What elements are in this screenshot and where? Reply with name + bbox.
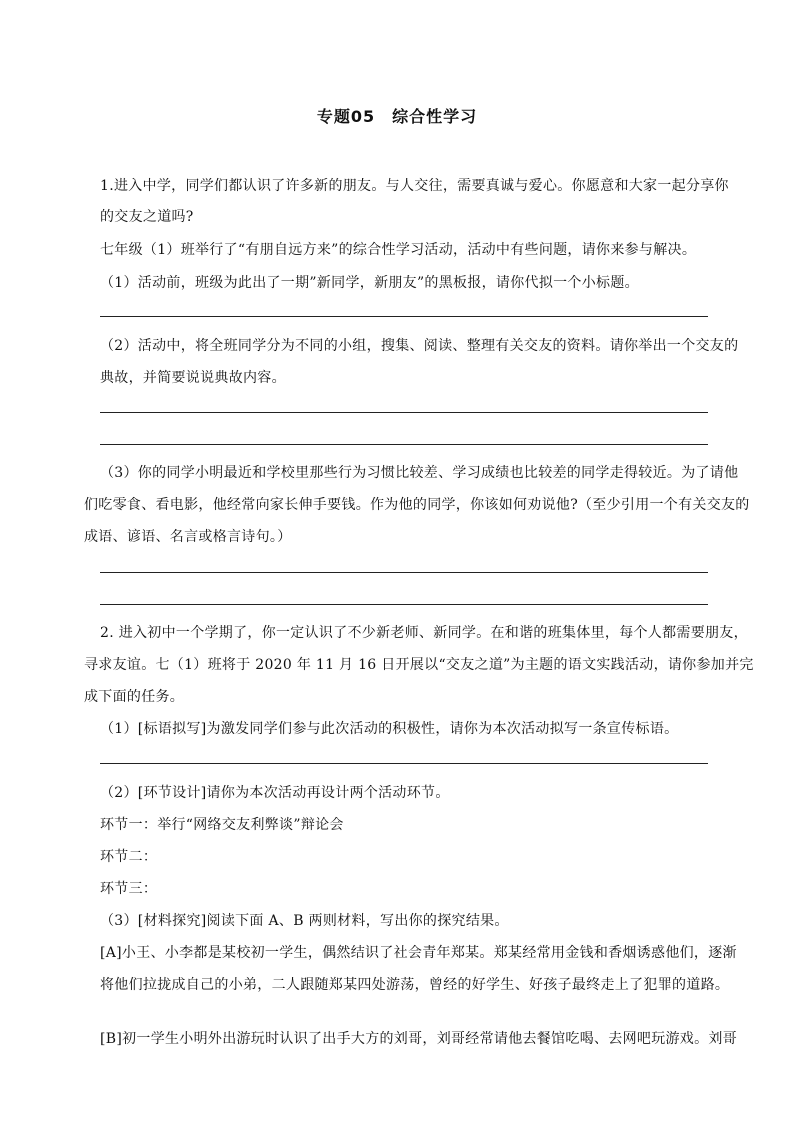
q2-intro-line-1: 2. 进入初中一个学期了，你一定认识了不少新老师、新同学。在和谐的班集体里，每个人都需要朋友，	[100, 625, 748, 641]
q1-answer-line-3b[interactable]	[100, 604, 708, 605]
q1-answer-line-2b[interactable]	[100, 444, 708, 445]
q2-prompt-1: （1）[标语拟写]为激发同学们参与此次活动的积极性，请你为本次活动拟写一条宣传标语。	[100, 721, 679, 737]
q1-prompt-3-line-2: 们吃零食、看电影，他经常向家长伸手要钱。作为他的同学，你该如何劝说他?（至少引用一个有关交友的	[84, 497, 750, 513]
q2-answer-line-1[interactable]	[100, 763, 708, 764]
q2-material-a-line-1: [A]小王、小李都是某校初一学生，偶然结识了社会青年郑某。郑某经常用金钱和香烟诱惑他们，逐渐	[100, 945, 737, 961]
q1-prompt-3-line-3: 成语、谚语、名言或格言诗句。）	[84, 529, 292, 545]
q1-prompt-1: （1）活动前，班级为此出了一期”新同学，新朋友”的黑板报，请你代拟一个小标题。	[100, 275, 639, 291]
page-title: 专题05 综合性学习	[316, 107, 478, 126]
q1-intro-line-2: 的交友之道吗?	[100, 209, 194, 225]
q1-prompt-2-line-1: （2）活动中，将全班同学分为不同的小组，搜集、阅读、整理有关交友的资料。请你举出一个交友的	[100, 338, 739, 354]
q1-answer-line-2a[interactable]	[100, 412, 708, 413]
q1-answer-line-1[interactable]	[100, 316, 708, 317]
q2-step-3: 环节三：	[100, 881, 158, 897]
q2-intro-line-2: 寻求友谊。七（1）班将于 2020 年 11 月 16 日开展以“交友之道”为主题的语文实践活动，请你参加并完	[84, 657, 754, 673]
q1-prompt-3-line-1: （3）你的同学小明最近和学校里那些行为习惯比较差、学习成绩也比较差的同学走得较近。为了请他	[100, 465, 739, 481]
q2-material-b-line-1: [B]初一学生小明外出游玩时认识了出手大方的刘哥，刘哥经常请他去餐馆吃喝、去网吧玩游戏。刘哥	[100, 1031, 738, 1047]
q2-prompt-2: （2）[环节设计]请你为本次活动再设计两个活动环节。	[100, 785, 450, 801]
q1-answer-line-3a[interactable]	[100, 572, 708, 573]
q1-context: 七年级（1）班举行了“有朋自远方来”的综合性学习活动，活动中有些问题，请你来参与解决。	[100, 242, 697, 258]
q2-intro-line-3: 成下面的任务。	[84, 689, 185, 705]
q2-material-a-line-2: 将他们拉拢成自己的小弟，二人跟随郑某四处游荡，曾经的好学生、好孩子最终走上了犯罪的道路。	[100, 977, 730, 993]
q2-step-2: 环节二：	[100, 849, 158, 865]
q2-prompt-3: （3）[材料探究]阅读下面 A、B 两则材料，写出你的探究结果。	[100, 913, 509, 929]
q1-prompt-2-line-2: 典故，并简要说说典故内容。	[100, 370, 286, 386]
q2-step-1: 环节一：举行“网络交友利弊谈”辩论会	[100, 817, 344, 833]
q1-intro-line-1: 1.进入中学，同学们都认识了许多新的朋友。与人交往，需要真诚与爱心。你愿意和大家一起分享你	[100, 178, 729, 194]
